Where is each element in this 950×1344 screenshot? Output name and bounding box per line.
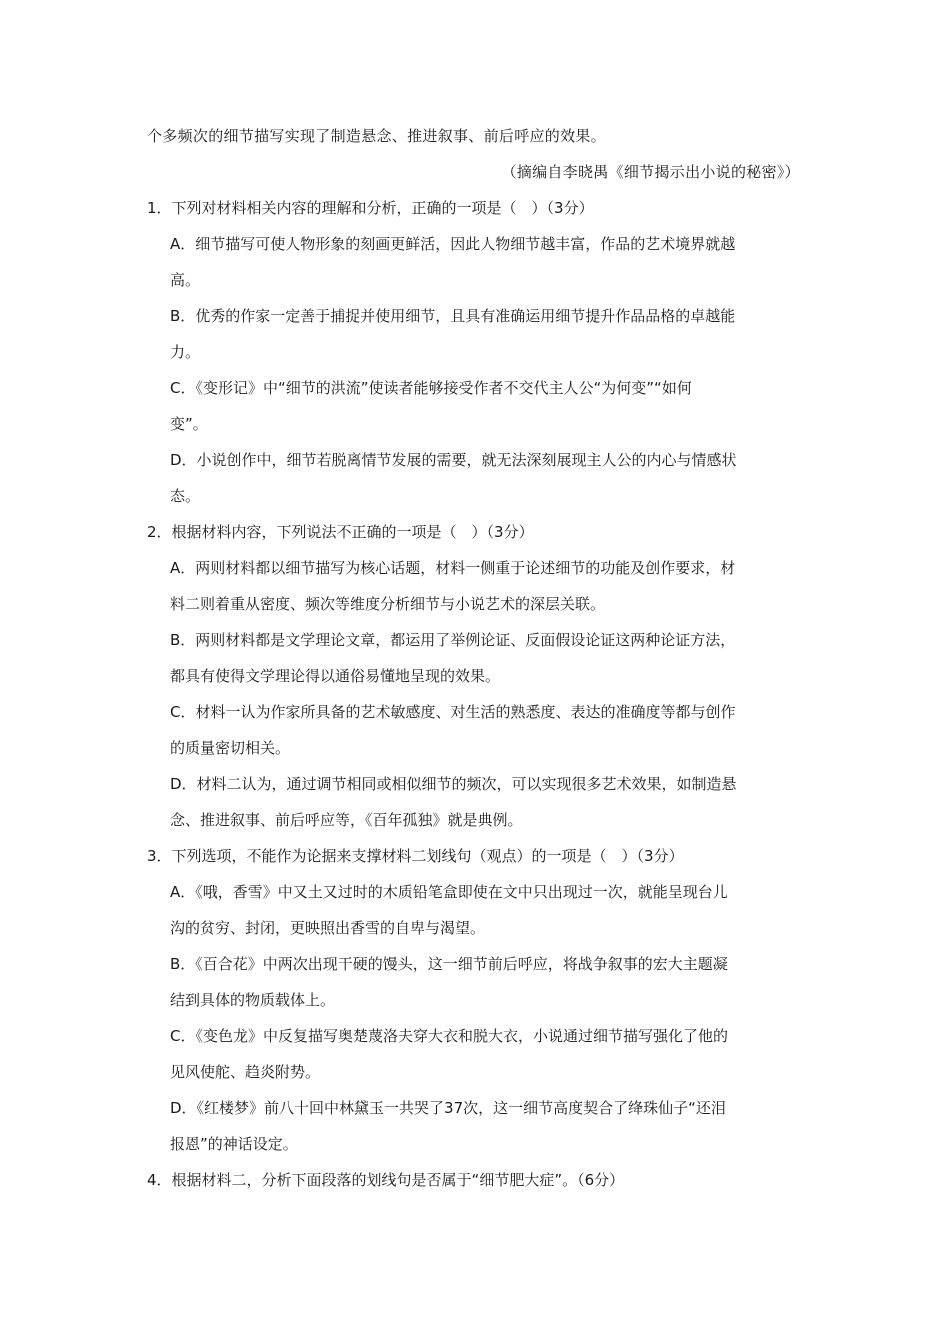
q2-option-d-cont: 念、推进叙事、前后呼应等，《百年孤独》就是典例。	[170, 811, 523, 829]
q1-option-d: D．小说创作中，细节若脱离情节发展的需要，就无法深刻展现主人公的内心与情感状	[170, 451, 737, 469]
q3-option-b: B．《百合花》中两次出现干硬的馒头，这一细节前后呼应，将战争叙事的宏大主题凝	[170, 955, 728, 973]
q3-option-a: A．《哦，香雪》中又土又过时的木质铅笔盒即使在文中只出现过一次，就能呈现台儿	[170, 883, 728, 901]
q2-option-c: C．材料一认为作家所具备的艺术敏感度、对生活的熟悉度、表达的准确度等都与创作	[170, 703, 736, 721]
q1-option-b: B．优秀的作家一定善于捕捉并使用细节，且具有准确运用细节提升作品品格的卓越能	[170, 307, 736, 325]
q3-option-d: D．《红楼梦》前八十回中林黛玉一共哭了37次，这一细节高度契合了绛珠仙子“还泪	[170, 1099, 726, 1117]
question-1-stem: 1．下列对材料相关内容的理解和分析，正确的一项是（ ）（3分）	[147, 199, 594, 217]
intro-text: 个多频次的细节描写实现了制造悬念、推进叙事、前后呼应的效果。	[147, 127, 607, 145]
q2-option-b: B．两则材料都是文学理论文章，都运用了举例论证、反面假设论证这两种论证方法，	[170, 631, 736, 649]
source-citation: （摘编自李晓禺《细节揭示出小说的秘密》）	[501, 163, 800, 181]
q1-option-b-cont: 力。	[170, 343, 201, 361]
q1-option-a-cont: 高。	[170, 271, 201, 289]
question-2-stem: 2．根据材料内容，下列说法不正确的一项是（ ）（3分）	[147, 523, 534, 541]
q2-option-b-cont: 都具有使得文学理论得以通俗易懂地呈现的效果。	[170, 667, 501, 685]
q2-option-d: D．材料二认为，通过调节相同或相似细节的频次，可以实现很多艺术效果，如制造悬	[170, 775, 737, 793]
q2-option-a: A．两则材料都以细节描写为核心话题，材料一侧重于论述细节的功能及创作要求，材	[170, 559, 736, 577]
q3-option-a-cont: 沟的贫穷、封闭，更映照出香雪的自卑与渴望。	[170, 919, 486, 937]
q3-option-d-cont: 报恩”的神话设定。	[170, 1135, 298, 1153]
q2-option-c-cont: 的质量密切相关。	[170, 739, 291, 757]
q1-option-a: A．细节描写可使人物形象的刻画更鲜活，因此人物细节越丰富，作品的艺术境界就越	[170, 235, 736, 253]
q1-option-d-cont: 态。	[170, 487, 201, 505]
q3-option-b-cont: 结到具体的物质载体上。	[170, 991, 336, 1009]
question-4-stem: 4．根据材料二，分析下面段落的划线句是否属于“细节肥大症”。（6分）	[147, 1171, 625, 1189]
q1-option-c: C．《变形记》中“细节的洪流”使读者能够接受作者不交代主人公“为何变”“如何	[170, 379, 692, 397]
question-3-stem: 3．下列选项，不能作为论据来支撑材料二划线句（观点）的一项是（ ）（3分）	[147, 847, 684, 865]
q3-option-c-cont: 见风使舵、趋炎附势。	[170, 1063, 321, 1081]
q3-option-c: C．《变色龙》中反复描写奥楚蔑洛夫穿大衣和脱大衣，小说通过细节描写强化了他的	[170, 1027, 728, 1045]
q2-option-a-cont: 料二则着重从密度、频次等维度分析细节与小说艺术的深层关联。	[170, 595, 606, 613]
q1-option-c-cont: 变”。	[170, 415, 208, 433]
